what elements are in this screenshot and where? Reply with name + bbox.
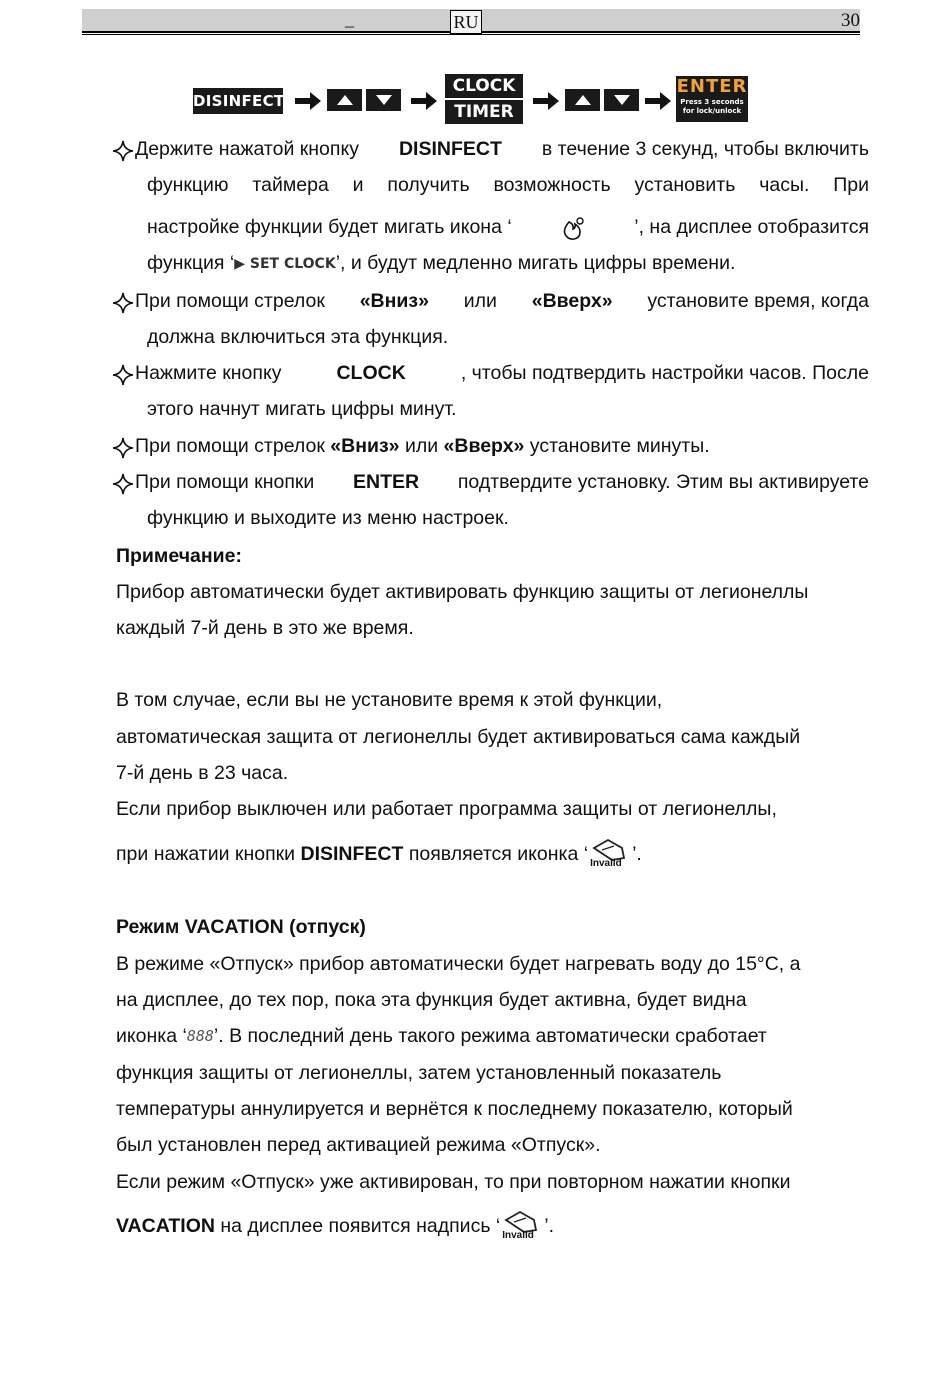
arrow-right-icon bbox=[411, 91, 437, 111]
text-segment: ’. В последний день такого режима автоматически сработает bbox=[213, 1025, 767, 1047]
star-bullet-icon bbox=[111, 472, 135, 496]
text-segment: появляется иконка ‘ bbox=[403, 843, 589, 865]
language-tag: RU bbox=[450, 10, 482, 34]
text-segment: Нажмите кнопку bbox=[135, 362, 282, 384]
enter-key bbox=[676, 76, 748, 122]
text-segment: ’. bbox=[632, 843, 642, 865]
button-sequence bbox=[193, 74, 763, 124]
timer-flame-icon bbox=[560, 216, 586, 242]
paragraph-line bbox=[116, 836, 642, 872]
text-segment: ’, на дисплее отобразится bbox=[634, 216, 869, 238]
up-term: «Вверх» bbox=[443, 435, 525, 457]
text-segment: При помощи кнопки bbox=[135, 471, 315, 493]
down-arrow-icon bbox=[614, 95, 630, 105]
arrow-right-icon bbox=[533, 91, 559, 111]
text-segment: или bbox=[399, 435, 444, 457]
up-arrow-icon bbox=[575, 95, 591, 105]
text-segment: при нажатии кнопки bbox=[116, 843, 301, 865]
text-segment: в течение 3 секунд, чтобы включить bbox=[541, 138, 869, 160]
star-bullet-icon bbox=[111, 436, 135, 460]
down-key bbox=[366, 89, 401, 111]
up-down-keys bbox=[327, 89, 401, 111]
paragraph-line: Если прибор выключен или работает программа защиты от легионеллы, bbox=[116, 798, 777, 820]
text-line bbox=[135, 138, 869, 161]
text-line bbox=[147, 252, 735, 275]
up-key bbox=[565, 89, 600, 111]
disinfect-term: DISINFECT bbox=[398, 138, 502, 160]
up-key bbox=[327, 89, 362, 111]
text-line bbox=[135, 362, 869, 385]
up-down-keys bbox=[565, 89, 639, 111]
text-segment: установите время, когда bbox=[647, 290, 869, 312]
paragraph-line: автоматическая защита от легионеллы будет активироваться сама каждый bbox=[116, 726, 801, 748]
text-segment: подтвердите установку. Этим вы активируете bbox=[457, 471, 869, 493]
clock-term: CLOCK bbox=[336, 362, 406, 384]
header-dash: _ bbox=[345, 9, 354, 29]
paragraph-line: Если режим «Отпуск» уже активирован, то при повторном нажатии кнопки bbox=[116, 1171, 791, 1193]
disinfect-term: DISINFECT bbox=[300, 843, 404, 865]
paragraph-line: В том случае, если вы не установите время к этой функции, bbox=[116, 689, 663, 711]
note-title: Примечание: bbox=[116, 545, 242, 567]
paragraph-line: на дисплее, до тех пор, пока эта функция будет активна, будет видна bbox=[116, 989, 747, 1011]
paragraph-line: функция защиты от легионеллы, затем установленный показатель bbox=[116, 1062, 722, 1084]
star-bullet-icon bbox=[111, 291, 135, 315]
text-line bbox=[147, 216, 869, 242]
text-segment: функция ‘ bbox=[147, 252, 235, 274]
paragraph-line: В режиме «Отпуск» прибор автоматически будет нагревать воду до 15°C, а bbox=[116, 953, 801, 975]
star-bullet-icon bbox=[111, 363, 135, 387]
text-line: этого начнут мигать цифры минут. bbox=[147, 398, 457, 420]
down-key bbox=[604, 89, 639, 111]
vacation-term: VACATION bbox=[116, 1215, 215, 1237]
up-term: «Вверх» bbox=[531, 290, 613, 312]
text-line bbox=[135, 435, 710, 458]
paragraph-line: Прибор автоматически будет активировать функцию защиты от легионеллы bbox=[116, 581, 809, 603]
down-arrow-icon bbox=[376, 95, 392, 105]
clock-timer-key bbox=[445, 74, 523, 124]
text-line: должна включиться эта функция. bbox=[147, 326, 449, 348]
invalid-label: Invalid bbox=[502, 1229, 534, 1241]
clock-label: CLOCK bbox=[445, 74, 523, 98]
down-term: «Вниз» bbox=[359, 290, 429, 312]
up-arrow-icon bbox=[337, 95, 353, 105]
paragraph-line: каждый 7-й день в это же время. bbox=[116, 617, 414, 639]
text-segment: Держите нажатой кнопку bbox=[135, 138, 359, 160]
text-segment: иконка ‘ bbox=[116, 1025, 187, 1047]
arrow-right-icon bbox=[295, 91, 321, 111]
enter-sub-label: Press 3 seconds bbox=[680, 98, 744, 106]
enter-term: ENTER bbox=[353, 471, 420, 493]
invalid-icon bbox=[500, 1210, 544, 1244]
timer-label: TIMER bbox=[445, 100, 523, 124]
paragraph-line bbox=[116, 1024, 767, 1048]
star-bullet-icon bbox=[111, 139, 135, 163]
paragraph-line: был установлен перед активацией режима «Отпуск». bbox=[116, 1134, 601, 1156]
text-line: функцию таймера и получить возможность установить часы. При bbox=[147, 174, 869, 196]
down-term: «Вниз» bbox=[330, 435, 400, 457]
header-rule bbox=[82, 34, 860, 35]
section-title: Режим VACATION (отпуск) bbox=[116, 916, 366, 938]
enter-sub-label: for lock/unlock bbox=[682, 107, 742, 115]
text-segment: При помощи стрелок bbox=[135, 435, 331, 457]
text-segment: установите минуты. bbox=[524, 435, 710, 457]
set-clock-label: SET CLOCK bbox=[249, 256, 336, 272]
text-segment: ’. bbox=[544, 1215, 554, 1237]
text-line bbox=[135, 290, 869, 313]
text-segment: ’, и будут медленно мигать цифры времени. bbox=[335, 252, 736, 274]
paragraph-line: 7-й день в 23 часа. bbox=[116, 762, 289, 784]
text-segment: или bbox=[463, 290, 497, 312]
vacation-888-icon: 888 bbox=[186, 1027, 214, 1045]
invalid-icon bbox=[588, 838, 632, 872]
enter-label: ENTER bbox=[676, 76, 748, 97]
arrow-right-icon bbox=[645, 91, 671, 111]
set-clock-icon: ▶ SET CLOCK bbox=[234, 256, 336, 272]
text-segment: настройке функции будет мигать икона ‘ bbox=[147, 216, 512, 238]
disinfect-key: DISINFECT bbox=[193, 88, 283, 114]
text-segment: на дисплее появится надпись ‘ bbox=[214, 1215, 501, 1237]
text-segment: При помощи стрелок bbox=[135, 290, 325, 312]
text-segment: , чтобы подтвердить настройки часов. После bbox=[460, 362, 869, 384]
page-number: 30 bbox=[841, 10, 860, 31]
text-line: функцию и выходите из меню настроек. bbox=[147, 507, 509, 529]
paragraph-line bbox=[116, 1208, 554, 1244]
invalid-label: Invalid bbox=[590, 857, 622, 869]
text-line bbox=[135, 471, 869, 494]
paragraph-line: температуры аннулируется и вернётся к последнему показателю, который bbox=[116, 1098, 793, 1120]
